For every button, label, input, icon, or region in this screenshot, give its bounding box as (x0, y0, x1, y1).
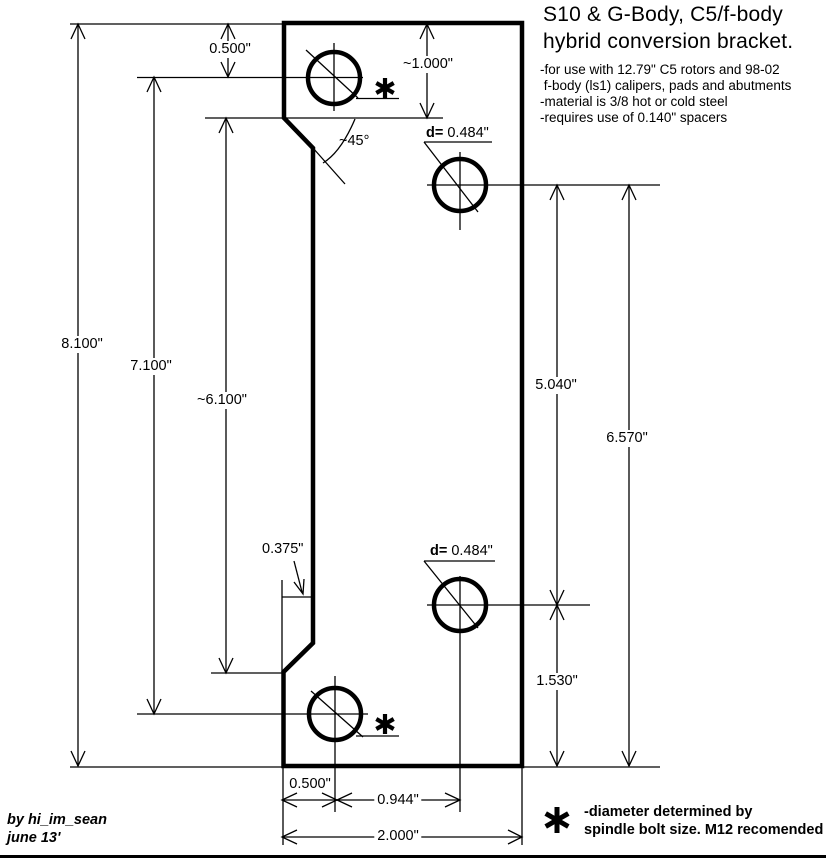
dim-label-hole-spacing-bottom: 0.944" (374, 792, 421, 809)
diameter-prefix: d= (430, 543, 448, 559)
footnote-line-1: -diameter determined by (584, 804, 753, 820)
hole-diameter-label-top (426, 125, 489, 142)
page-title-line-2: hybrid conversion bracket. (543, 30, 794, 53)
dim-label-right-span: 6.570" (603, 430, 650, 447)
dim-label-step-offset: 0.375" (262, 541, 304, 557)
asterisk-icon-bottom (376, 714, 393, 734)
author-name: by hi_im_sean (7, 812, 107, 828)
footnote-line-2: spindle bolt size. M12 recomended (584, 822, 824, 838)
diameter-prefix: d= (426, 125, 444, 141)
dim-label-chamfer-angle: ~45° (339, 133, 370, 149)
dim-label-top-height: ~1.000" (400, 56, 456, 73)
dim-label-hole-span-left: 7.100" (127, 358, 174, 375)
slash-hole-bottom-right (424, 561, 478, 628)
dim-label-hole-span-right: 5.040" (532, 377, 579, 394)
note-material: -material is 3/8 hot or cold steel (540, 94, 728, 109)
page-title-line-1: S10 & G-Body, C5/f-body (543, 3, 783, 26)
mounting-holes (308, 52, 489, 740)
chamfer-extension-line (313, 148, 345, 184)
dim-label-overall-width: 2.000" (374, 828, 421, 845)
asterisk-icon-footnote (546, 807, 569, 833)
hole-diameter-label-bottom (430, 543, 493, 560)
slash-hole-top-right (424, 142, 478, 212)
dim-label-bottom-right-offset: 1.530" (533, 673, 580, 690)
dim-label-overall-height: 8.100" (58, 336, 105, 353)
dim-label-top-offset: 0.500" (206, 41, 253, 58)
note-calipers-pads: f-body (ls1) calipers, pads and abutments (540, 78, 792, 93)
asterisk-icon-top (376, 78, 393, 98)
author-date: june 13' (7, 830, 61, 846)
diameter-value: 0.484" (443, 125, 489, 141)
dim-label-edge-span-left: ~6.100" (194, 392, 250, 409)
dim-label-bottom-left-offset: 0.500" (289, 776, 331, 792)
note-spacers: -requires use of 0.140" spacers (540, 110, 728, 125)
diameter-value: 0.484" (447, 543, 493, 559)
leader-lines (294, 50, 495, 737)
note-rotors-calipers: -for use with 12.79" C5 rotors and 98-02 (540, 62, 780, 77)
